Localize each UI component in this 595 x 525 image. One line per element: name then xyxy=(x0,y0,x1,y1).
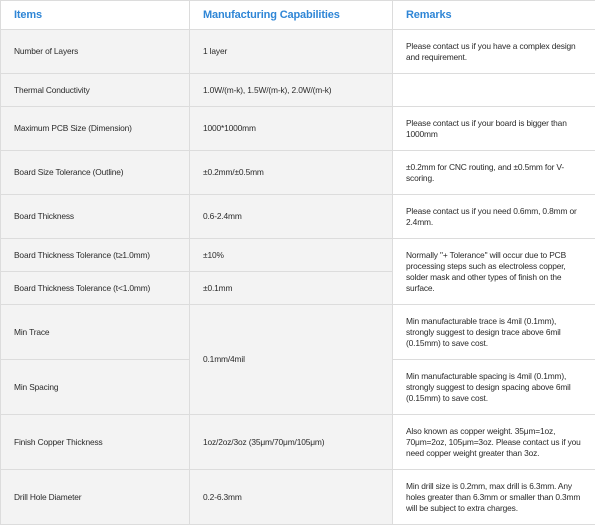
row-capability-value: 1000*1000mm xyxy=(190,107,393,151)
row-capability-value: ±10% xyxy=(190,239,393,272)
row-capability-value: 1.0W/(m-k), 1.5W/(m-k), 2.0W/(m-k) xyxy=(190,74,393,107)
row-remark-text: Min manufacturable spacing is 4mil (0.1mm), strongly suggest to design spacing above 6mil (0.15mm) to save cost. xyxy=(393,360,595,415)
row-item-label: Number of Layers xyxy=(1,30,190,74)
row-remark-text: Also known as copper weight. 35μm=1oz, 70μm=2oz, 105μm=3oz. Please contact us if you need copper weight greater than 3oz. xyxy=(393,415,595,470)
row-remark-text: Min drill size is 0.2mm, max drill is 6.3mm. Any holes greater than 6.3mm or smaller than 0.3mm will be subject to extra charges. xyxy=(393,470,595,525)
table-row xyxy=(1,195,595,239)
table-row xyxy=(1,30,595,74)
row-item-label: Thermal Conductivity xyxy=(1,74,190,107)
row-remark-text: Min manufacturable trace is 4mil (0.1mm), strongly suggest to design trace above 6mil (0.15mm) to save cost. xyxy=(393,305,595,360)
header-items: Items xyxy=(1,1,190,30)
row-remark-text xyxy=(393,74,595,107)
row-item-label: Board Thickness Tolerance (t≥1.0mm) xyxy=(1,239,190,272)
table-row xyxy=(1,470,595,525)
table-row xyxy=(1,415,595,470)
row-capability-value: 0.1mm/4mil xyxy=(190,305,393,415)
table-header-row xyxy=(1,1,595,30)
row-capability-value: 1oz/2oz/3oz (35μm/70μm/105μm) xyxy=(190,415,393,470)
row-item-label: Min Spacing xyxy=(1,360,190,415)
row-item-label: Drill Hole Diameter xyxy=(1,470,190,525)
row-capability-value: 0.2-6.3mm xyxy=(190,470,393,525)
row-capability-value: ±0.2mm/±0.5mm xyxy=(190,151,393,195)
row-item-label: Min Trace xyxy=(1,305,190,360)
row-capability-value: ±0.1mm xyxy=(190,272,393,305)
row-item-label: Finish Copper Thickness xyxy=(1,415,190,470)
header-manufacturing-capabilities: Manufacturing Capabilities xyxy=(190,1,393,30)
row-remark-text: Please contact us if your board is bigger than 1000mm xyxy=(393,107,595,151)
row-item-label: Board Thickness Tolerance (t<1.0mm) xyxy=(1,272,190,305)
table-row xyxy=(1,239,595,272)
row-remark-text: Please contact us if you have a complex design and requirement. xyxy=(393,30,595,74)
header-remarks: Remarks xyxy=(393,1,595,30)
row-capability-value: 0.6-2.4mm xyxy=(190,195,393,239)
table-row xyxy=(1,151,595,195)
row-capability-value: 1 layer xyxy=(190,30,393,74)
row-item-label: Board Size Tolerance (Outline) xyxy=(1,151,190,195)
row-remark-text: ±0.2mm for CNC routing, and ±0.5mm for V-scoring. xyxy=(393,151,595,195)
row-remark-text: Please contact us if you need 0.6mm, 0.8mm or 2.4mm. xyxy=(393,195,595,239)
table-row xyxy=(1,107,595,151)
row-remark-text: Normally "+ Tolerance" will occur due to PCB processing steps such as electroless copper, solder mask and other types of finish on the surface. xyxy=(393,239,595,305)
table-row xyxy=(1,74,595,107)
row-item-label: Board Thickness xyxy=(1,195,190,239)
row-item-label: Maximum PCB Size (Dimension) xyxy=(1,107,190,151)
table-row xyxy=(1,305,595,360)
